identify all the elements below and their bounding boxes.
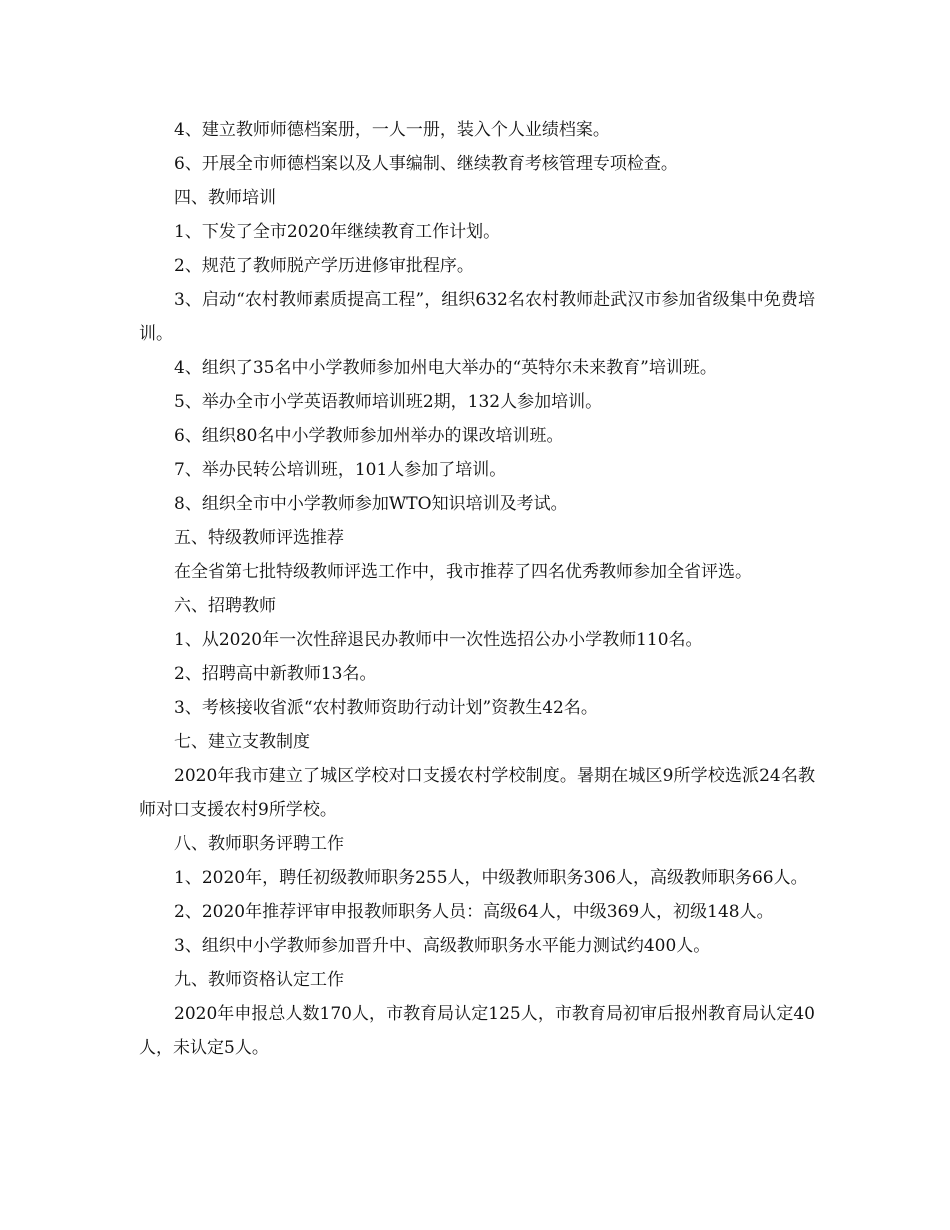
paragraph: 2020年我市建立了城区学校对口支援农村学校制度。暑期在城区9所学校选派24名教师对口支援农村9所学校。 bbox=[139, 766, 815, 820]
paragraph: 1、2020年，聘任初级教师职务255人，中级教师职务306人，高级教师职务66人。 bbox=[174, 868, 808, 888]
paragraph: 2020年申报总人数170人，市教育局认定125人，市教育局初审后报州教育局认定40人，未认定5人。 bbox=[139, 1004, 815, 1058]
paragraph: 8、组织全市中小学教师参加WTO知识培训及考试。 bbox=[174, 494, 568, 514]
section-heading: 八、教师职务评聘工作 bbox=[174, 834, 344, 854]
section-heading: 五、特级教师评选推荐 bbox=[174, 528, 344, 548]
paragraph: 2、2020年推荐评审申报教师职务人员：高级64人，中级369人，初级148人。 bbox=[174, 902, 774, 922]
paragraph: 6、开展全市师德档案以及人事编制、继续教育考核管理专项检查。 bbox=[174, 154, 678, 174]
paragraph: 6、组织80名中小学教师参加州举办的课改培训班。 bbox=[174, 426, 564, 446]
paragraph: 2、招聘高中新教师13名。 bbox=[174, 664, 377, 684]
paragraph: 7、举办民转公培训班，101人参加了培训。 bbox=[174, 460, 507, 480]
paragraph: 4、建立教师师德档案册，一人一册，装入个人业绩档案。 bbox=[174, 120, 610, 140]
paragraph: 4、组织了35名中小学教师参加州电大举办的“英特尔未来教育”培训班。 bbox=[174, 358, 717, 378]
document-body bbox=[139, 113, 815, 1065]
section-heading: 六、招聘教师 bbox=[174, 596, 276, 616]
paragraph: 3、启动“农村教师素质提高工程”，组织632名农村教师赴武汉市参加省级集中免费培训。 bbox=[139, 290, 815, 344]
section-heading: 七、建立支教制度 bbox=[174, 732, 310, 752]
section-heading: 九、教师资格认定工作 bbox=[174, 970, 344, 990]
paragraph: 3、考核接收省派“农村教师资助行动计划”资教生42名。 bbox=[174, 698, 598, 718]
paragraph: 3、组织中小学教师参加晋升中、高级教师职务水平能力测试约400人。 bbox=[174, 936, 711, 956]
paragraph: 1、从2020年一次性辞退民办教师中一次性选招公办小学教师110名。 bbox=[174, 630, 703, 650]
section-heading: 四、教师培训 bbox=[174, 188, 276, 208]
paragraph: 5、举办全市小学英语教师培训班2期，132人参加培训。 bbox=[174, 392, 603, 412]
paragraph: 1、下发了全市2020年继续教育工作计划。 bbox=[174, 222, 501, 242]
paragraph: 在全省第七批特级教师评选工作中，我市推荐了四名优秀教师参加全省评选。 bbox=[174, 562, 752, 582]
paragraph: 2、规范了教师脱产学历进修审批程序。 bbox=[174, 256, 474, 276]
